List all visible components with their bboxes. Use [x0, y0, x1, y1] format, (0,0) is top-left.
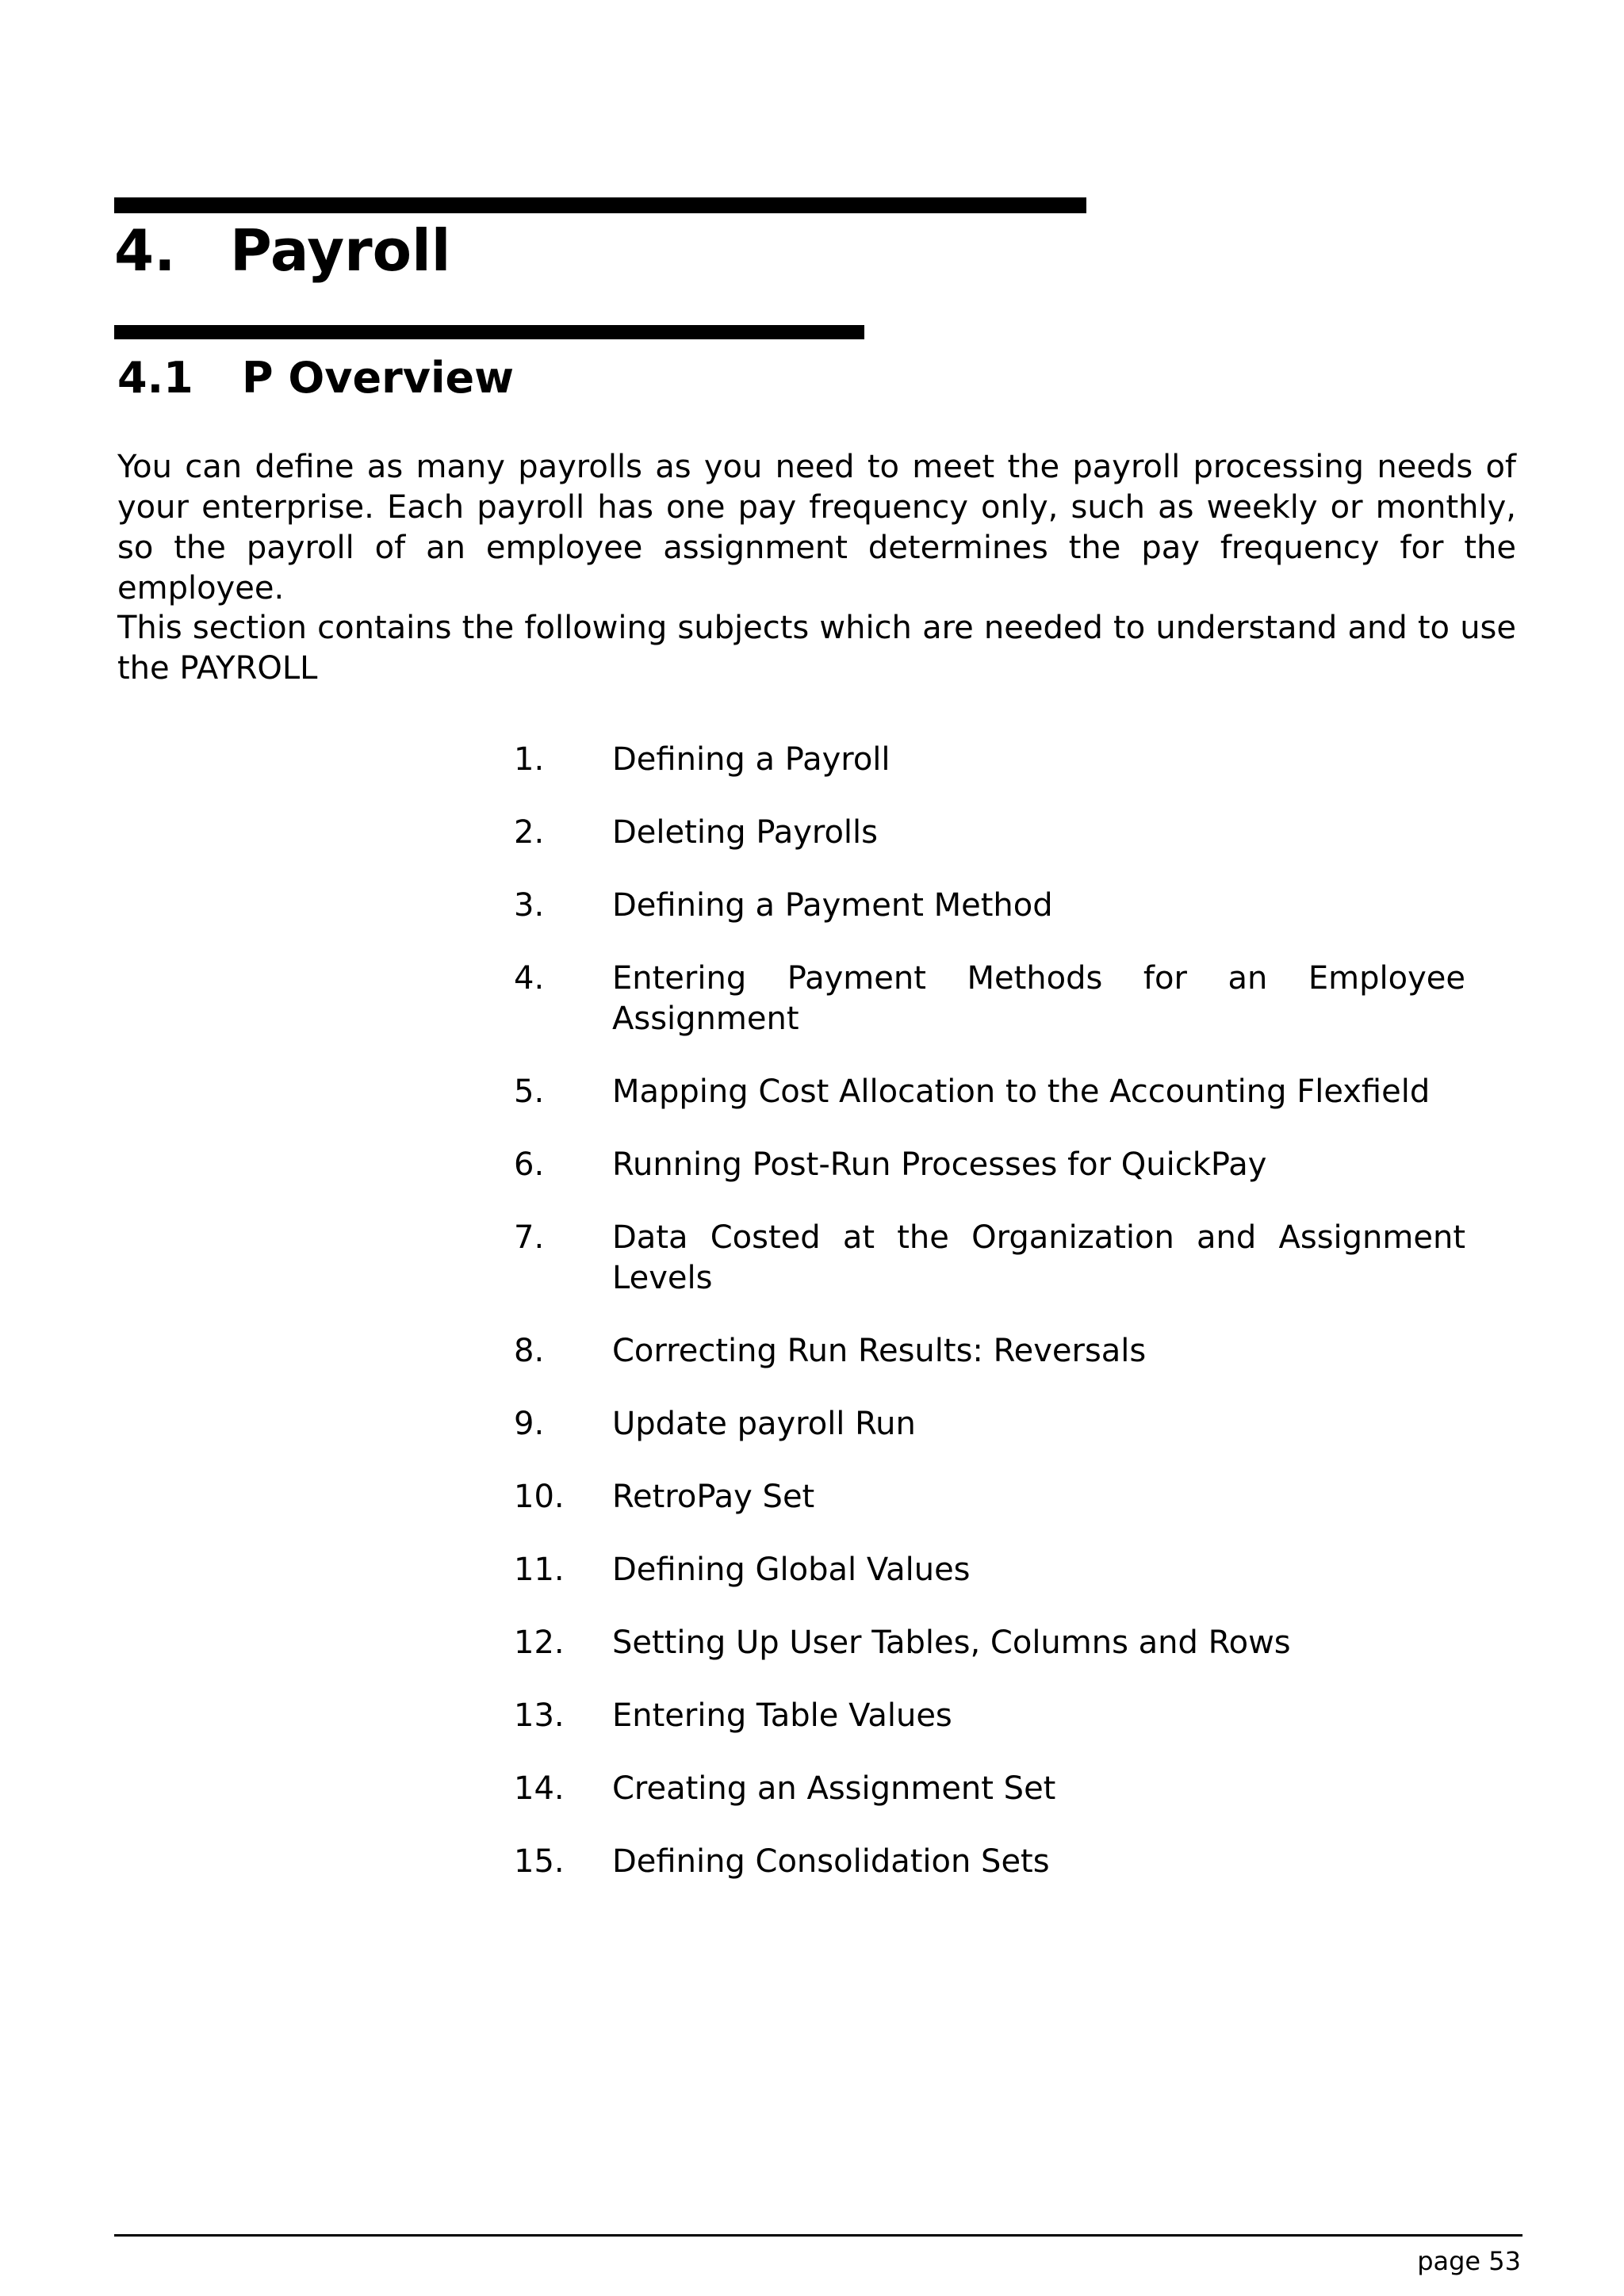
list-item-number: 11. [514, 1552, 565, 1588]
footer-rule [114, 2234, 1522, 2237]
list-item-text: RetroPay Set [612, 1479, 815, 1515]
list-item [514, 1331, 1465, 1372]
list-item-text: Setting Up User Tables, Columns and Rows [612, 1624, 1291, 1661]
list-item-text: Update payroll Run [612, 1406, 916, 1442]
list-item [514, 959, 1465, 1039]
subjects-intro-paragraph: This section contains the following subjects which are needed to understand and to use the PAYROLL [117, 610, 1516, 687]
list-item-text: Entering Table Values [612, 1697, 952, 1734]
list-item-text: Defining a Payroll [612, 741, 891, 778]
page-number: page 53 [1417, 2246, 1521, 2276]
list-item-number: 3. [514, 887, 545, 924]
section-top-rule [114, 325, 864, 339]
list-item [514, 1550, 1465, 1590]
list-item-number: 12. [514, 1624, 565, 1661]
list-item [514, 1842, 1465, 1882]
list-item [514, 1623, 1465, 1663]
list-item-text: Entering Payment Methods for an Employee Assignment [612, 960, 1465, 1037]
list-item-text: Deleting Payrolls [612, 814, 878, 851]
list-item-text: Creating an Assignment Set [612, 1770, 1056, 1807]
chapter-top-rule [114, 197, 1086, 213]
list-item [514, 886, 1465, 926]
list-item-text: Running Post-Run Processes for QuickPay [612, 1146, 1267, 1183]
list-item-number: 10. [514, 1479, 565, 1515]
intro-paragraph: You can define as many payrolls as you need to meet the payroll processing needs of your enterprise. Each payroll has one pay frequency only, such as weekly or monthly, so the payroll of an employee assignment determines the pay frequency for the employee. [117, 449, 1516, 607]
list-item-text: Defining Consolidation Sets [612, 1843, 1050, 1880]
list-item-number: 5. [514, 1073, 545, 1110]
subjects-list [514, 740, 1465, 1915]
list-item-text: Defining a Payment Method [612, 887, 1053, 924]
section-title: P Overview [242, 353, 514, 403]
list-item-number: 6. [514, 1146, 545, 1183]
list-item [514, 740, 1465, 780]
list-item-number: 14. [514, 1770, 565, 1807]
list-item-number: 4. [514, 960, 545, 997]
chapter-heading [114, 214, 450, 287]
list-item-text: Correcting Run Results: Reversals [612, 1333, 1147, 1369]
chapter-number: 4. [114, 217, 176, 284]
list-item-text: Defining Global Values [612, 1552, 971, 1588]
list-item-text: Data Costed at the Organization and Assignment Levels [612, 1219, 1465, 1296]
list-item-number: 9. [514, 1406, 545, 1442]
list-item-number: 2. [514, 814, 545, 851]
list-item-number: 13. [514, 1697, 565, 1734]
list-item-number: 8. [514, 1333, 545, 1369]
list-item [514, 1145, 1465, 1185]
section-number: 4.1 [117, 353, 193, 403]
list-item [514, 1072, 1465, 1112]
section-heading [117, 350, 514, 406]
chapter-title: Payroll [230, 217, 451, 284]
list-item [514, 1769, 1465, 1809]
list-item [514, 1404, 1465, 1445]
list-item-text: Mapping Cost Allocation to the Accounting Flexfield [612, 1073, 1431, 1110]
list-item [514, 1696, 1465, 1736]
list-item-number: 7. [514, 1219, 545, 1256]
list-item-number: 1. [514, 741, 545, 778]
list-item [514, 1218, 1465, 1299]
list-item-number: 15. [514, 1843, 565, 1880]
list-item [514, 813, 1465, 853]
list-item [514, 1477, 1465, 1517]
